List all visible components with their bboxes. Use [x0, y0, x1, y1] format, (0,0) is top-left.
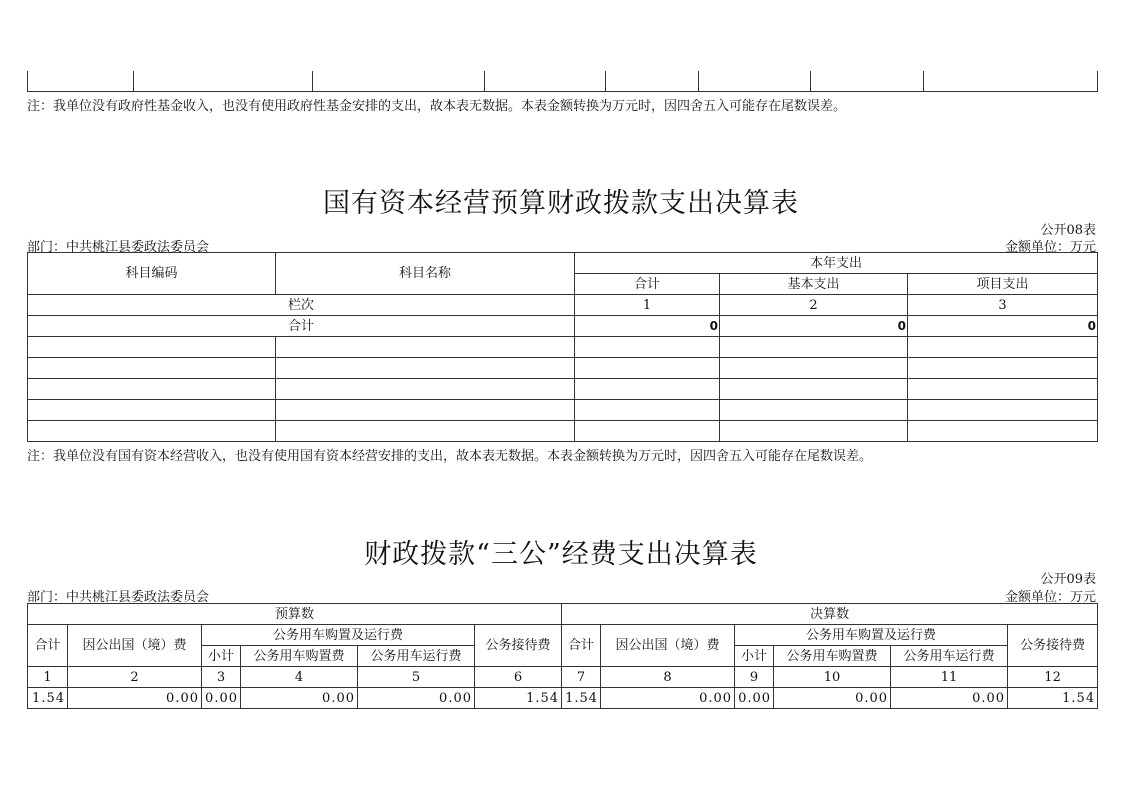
- table08-department: 部门：中共桃江县委政法委员会: [27, 240, 210, 255]
- empty-cell: [28, 379, 276, 400]
- header-project: 项目支出: [908, 274, 1098, 295]
- empty-cell: [575, 358, 720, 379]
- empty-cell: [720, 358, 908, 379]
- value-cell: 0.00: [601, 688, 735, 709]
- value-cell: 0.00: [358, 688, 475, 709]
- empty-cell: [575, 400, 720, 421]
- table09-code: 公开09表: [1040, 572, 1096, 587]
- empty-cell: [720, 379, 908, 400]
- empty-cell: [485, 71, 606, 91]
- table09-department: 部门：中共桃江县委政法委员会: [27, 590, 210, 605]
- table-row: [28, 337, 1098, 358]
- header-total: 合计: [575, 274, 720, 295]
- total-value: 0: [575, 316, 720, 337]
- header-subject-name: 科目名称: [276, 253, 575, 295]
- header-budget-reception: 公务接待费: [475, 625, 562, 667]
- empty-cell: [908, 379, 1098, 400]
- col-number: 6: [475, 667, 562, 688]
- empty-cell: [575, 337, 720, 358]
- empty-cell: [28, 400, 276, 421]
- table-row: [28, 379, 1098, 400]
- row-label-columns: 栏次: [28, 295, 575, 316]
- empty-cell: [720, 421, 908, 442]
- empty-cell: [276, 379, 575, 400]
- col-number: 1: [575, 295, 720, 316]
- empty-cell: [276, 337, 575, 358]
- empty-cell: [908, 400, 1098, 421]
- header-final-vehicle: 公务用车购置及运行费: [735, 625, 1008, 646]
- header-final-subtotal: 小计: [735, 646, 774, 667]
- value-cell: 1.54: [28, 688, 68, 709]
- empty-cell: [575, 421, 720, 442]
- empty-cell: [276, 358, 575, 379]
- header-budget-operation: 公务用车运行费: [358, 646, 475, 667]
- empty-cell: [908, 358, 1098, 379]
- values-row: [28, 688, 1098, 709]
- col-number: 10: [774, 667, 891, 688]
- empty-cell: [134, 71, 313, 91]
- total-value: 0: [720, 316, 908, 337]
- empty-cell: [28, 337, 276, 358]
- table08: [27, 252, 1098, 442]
- col-number: 9: [735, 667, 774, 688]
- header-budget-purchase: 公务用车购置费: [241, 646, 358, 667]
- column-number-row: [28, 667, 1098, 688]
- table09-unit: 金额单位：万元: [1004, 590, 1096, 605]
- header-final-abroad: 因公出国（境）费: [601, 625, 735, 667]
- table-row: [28, 421, 1098, 442]
- header-final-operation: 公务用车运行费: [891, 646, 1008, 667]
- header-final-total: 合计: [562, 625, 601, 667]
- government-fund-note: 注：我单位没有政府性基金收入，也没有使用政府性基金安排的支出，故本表无数据。本表金额转换为万元时，因四舍五入可能存在尾数误差。: [27, 99, 847, 114]
- col-number: 3: [202, 667, 241, 688]
- empty-cell: [28, 71, 134, 91]
- empty-cell: [720, 337, 908, 358]
- col-number: 3: [908, 295, 1098, 316]
- empty-cell: [908, 421, 1098, 442]
- header-subject-code: 科目编码: [28, 253, 276, 295]
- col-number: 5: [358, 667, 475, 688]
- previous-table-tail: [27, 71, 1098, 92]
- table09-title: 财政拨款“三公”经费支出决算表: [364, 539, 758, 570]
- value-cell: 0.00: [241, 688, 358, 709]
- header-budget-abroad: 因公出国（境）费: [68, 625, 202, 667]
- header-basic: 基本支出: [720, 274, 908, 295]
- value-cell: 0.00: [68, 688, 202, 709]
- empty-cell: [908, 337, 1098, 358]
- header-final-purchase: 公务用车购置费: [774, 646, 891, 667]
- value-cell: 1.54: [475, 688, 562, 709]
- empty-cell: [699, 71, 811, 91]
- header-final-reception: 公务接待费: [1008, 625, 1098, 667]
- header-final: 决算数: [562, 604, 1098, 625]
- col-number: 12: [1008, 667, 1098, 688]
- empty-cell: [313, 71, 485, 91]
- value-cell: 1.54: [1008, 688, 1098, 709]
- empty-cell: [720, 400, 908, 421]
- col-number: 8: [601, 667, 735, 688]
- value-cell: 1.54: [562, 688, 601, 709]
- header-budget-vehicle: 公务用车购置及运行费: [202, 625, 475, 646]
- col-number: 1: [28, 667, 68, 688]
- table09: [27, 603, 1098, 709]
- total-row-label: 合计: [28, 316, 575, 337]
- header-budget-total: 合计: [28, 625, 68, 667]
- value-cell: 0.00: [202, 688, 241, 709]
- table08-code: 公开08表: [1040, 223, 1096, 238]
- col-number: 7: [562, 667, 601, 688]
- header-current-year: 本年支出: [575, 253, 1098, 274]
- empty-cell: [276, 400, 575, 421]
- col-number: 2: [720, 295, 908, 316]
- value-cell: 0.00: [891, 688, 1008, 709]
- col-number: 4: [241, 667, 358, 688]
- table08-title: 国有资本经营预算财政拨款支出决算表: [323, 188, 799, 219]
- col-number: 11: [891, 667, 1008, 688]
- empty-cell: [606, 71, 699, 91]
- header-budget: 预算数: [28, 604, 562, 625]
- empty-cell: [276, 421, 575, 442]
- header-budget-subtotal: 小计: [202, 646, 241, 667]
- empty-cell: [28, 358, 276, 379]
- empty-cell: [575, 379, 720, 400]
- table08-note: 注：我单位没有国有资本经营收入，也没有使用国有资本经营安排的支出，故本表无数据。本表金额转换为万元时，因四舍五入可能存在尾数误差。: [27, 449, 873, 464]
- value-cell: 0.00: [735, 688, 774, 709]
- col-number: 2: [68, 667, 202, 688]
- empty-cell: [28, 421, 276, 442]
- total-value: 0: [908, 316, 1098, 337]
- empty-cell: [924, 71, 1098, 91]
- empty-cell: [811, 71, 924, 91]
- table08-unit: 金额单位：万元: [1004, 240, 1096, 255]
- value-cell: 0.00: [774, 688, 891, 709]
- table-row: [28, 358, 1098, 379]
- table-row: [28, 400, 1098, 421]
